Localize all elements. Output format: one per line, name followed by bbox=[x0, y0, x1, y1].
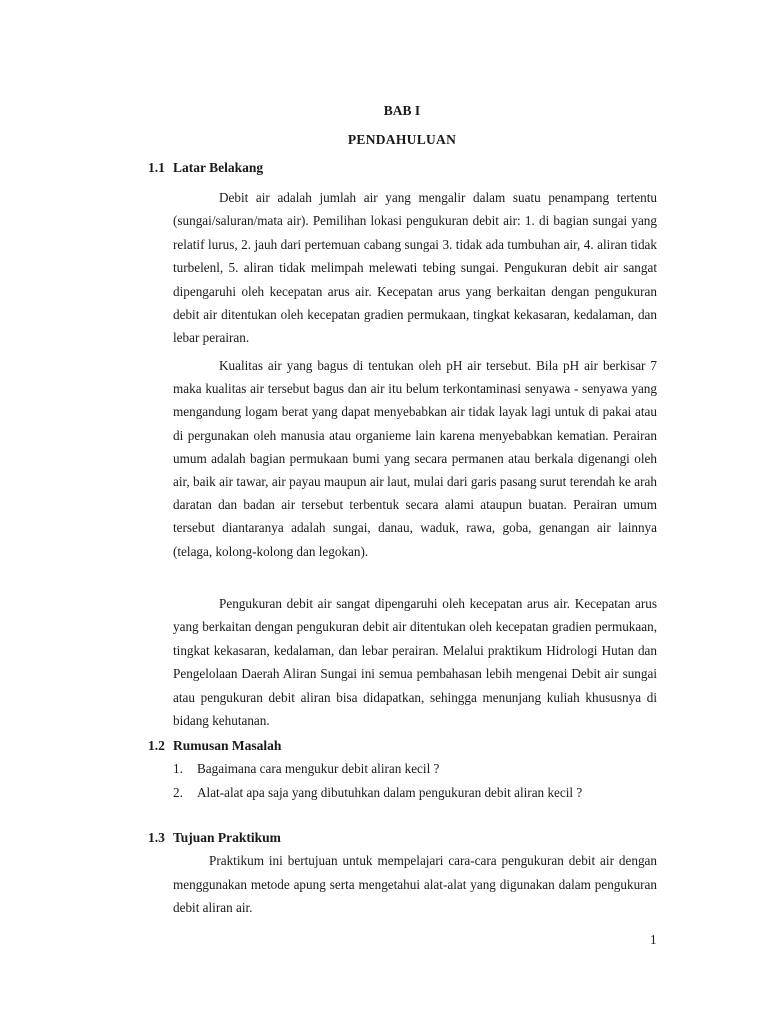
section-number: 1.1 bbox=[148, 160, 165, 175]
problem-list bbox=[173, 757, 582, 805]
section-title: Tujuan Praktikum bbox=[173, 830, 281, 845]
section-title: Rumusan Masalah bbox=[173, 738, 282, 753]
section-heading-rumusan-masalah bbox=[148, 738, 281, 754]
section-number: 1.3 bbox=[148, 830, 165, 845]
list-item bbox=[173, 757, 582, 781]
section-title: Latar Belakang bbox=[173, 160, 264, 175]
paragraph-latar-belakang-1: Debit air adalah jumlah air yang mengalir dalam suatu penampang tertentu (sungai/saluran/mata air). Pemilihan lokasi pengukuran debit air: 1. di bagian sungai yang relatif lurus, 2. jauh dari pertemuan cabang sungai 3. tidak ada tumbuhan air, 4. aliran tidak turbelenl, 5. aliran tidak melimpah melewati tebing sungai. Pengukuran debit air sangat dipengaruhi oleh kecepatan arus air. Kecepatan arus yang berkaitan dengan pengukuran debit air ditentukan oleh kecepatan gradien permukaan, tingkat kekasaran, kedalaman, dan lebar perairan. bbox=[173, 190, 657, 346]
section-heading-tujuan-praktikum bbox=[148, 830, 281, 846]
list-item-text: Bagaimana cara mengukur debit aliran kecil ? bbox=[197, 761, 440, 776]
section-number: 1.2 bbox=[148, 738, 165, 753]
chapter-title: PENDAHULUAN bbox=[347, 132, 457, 147]
list-item bbox=[173, 781, 582, 805]
chapter-number: BAB I bbox=[383, 103, 421, 118]
paragraph-latar-belakang-3: Pengukuran debit air sangat dipengaruhi oleh kecepatan arus air. Kecepatan arus yang berkaitan dengan pengukuran debit air ditentukan oleh kecepatan gradien permukaan, tingkat kekasaran, kedalaman, dan lebar perairan. Melalui praktikum Hidrologi Hutan dan Pengelolaan Daerah Aliran Sungai ini semua pembahasan lebih mengenai Debit air sungai atau pengukuran debit aliran bisa didapatkan, sehingga menunjang kuliah khususnya di bidang kehutanan. bbox=[173, 596, 657, 729]
list-item-number: 1. bbox=[173, 761, 183, 776]
list-item-number: 2. bbox=[173, 785, 183, 800]
paragraph-latar-belakang-2: Kualitas air yang bagus di tentukan oleh pH air tersebut. Bila pH air berkisar 7 maka kualitas air tersebut bagus dan air itu belum terkontaminasi senyawa - senyawa yang mengandung logam berat yang dapat menyebabkan air tidak layak lagi untuk di pakai atau di pergunakan oleh manusia atau organieme lain karena menyebabkan kematian. Perairan umum adalah bagian permukaan bumi yang secara permanen atau berkala digenangi oleh air, baik air tawar, air payau maupun air laut, mulai dari garis pasang surut terendah ke arah daratan dan badan air tersebut terbentuk secara alami ataupun buatan. Perairan umum tersebut diantaranya adalah sungai, danau, waduk, rawa, goba, genangan air lainnya (telaga, kolong-kolong dan legokan). bbox=[173, 358, 657, 559]
list-item-text: Alat-alat apa saja yang dibutuhkan dalam pengukuran debit aliran kecil ? bbox=[197, 785, 583, 800]
section-heading-latar-belakang bbox=[148, 160, 263, 176]
page-number: 1 bbox=[650, 932, 657, 947]
paragraph-tujuan-praktikum: Praktikum ini bertujuan untuk mempelajari cara-cara pengukuran debit air dengan menggunakan metode apung serta mengetahui alat-alat yang digunakan dalam pengukuran debit aliran air. bbox=[173, 853, 657, 916]
